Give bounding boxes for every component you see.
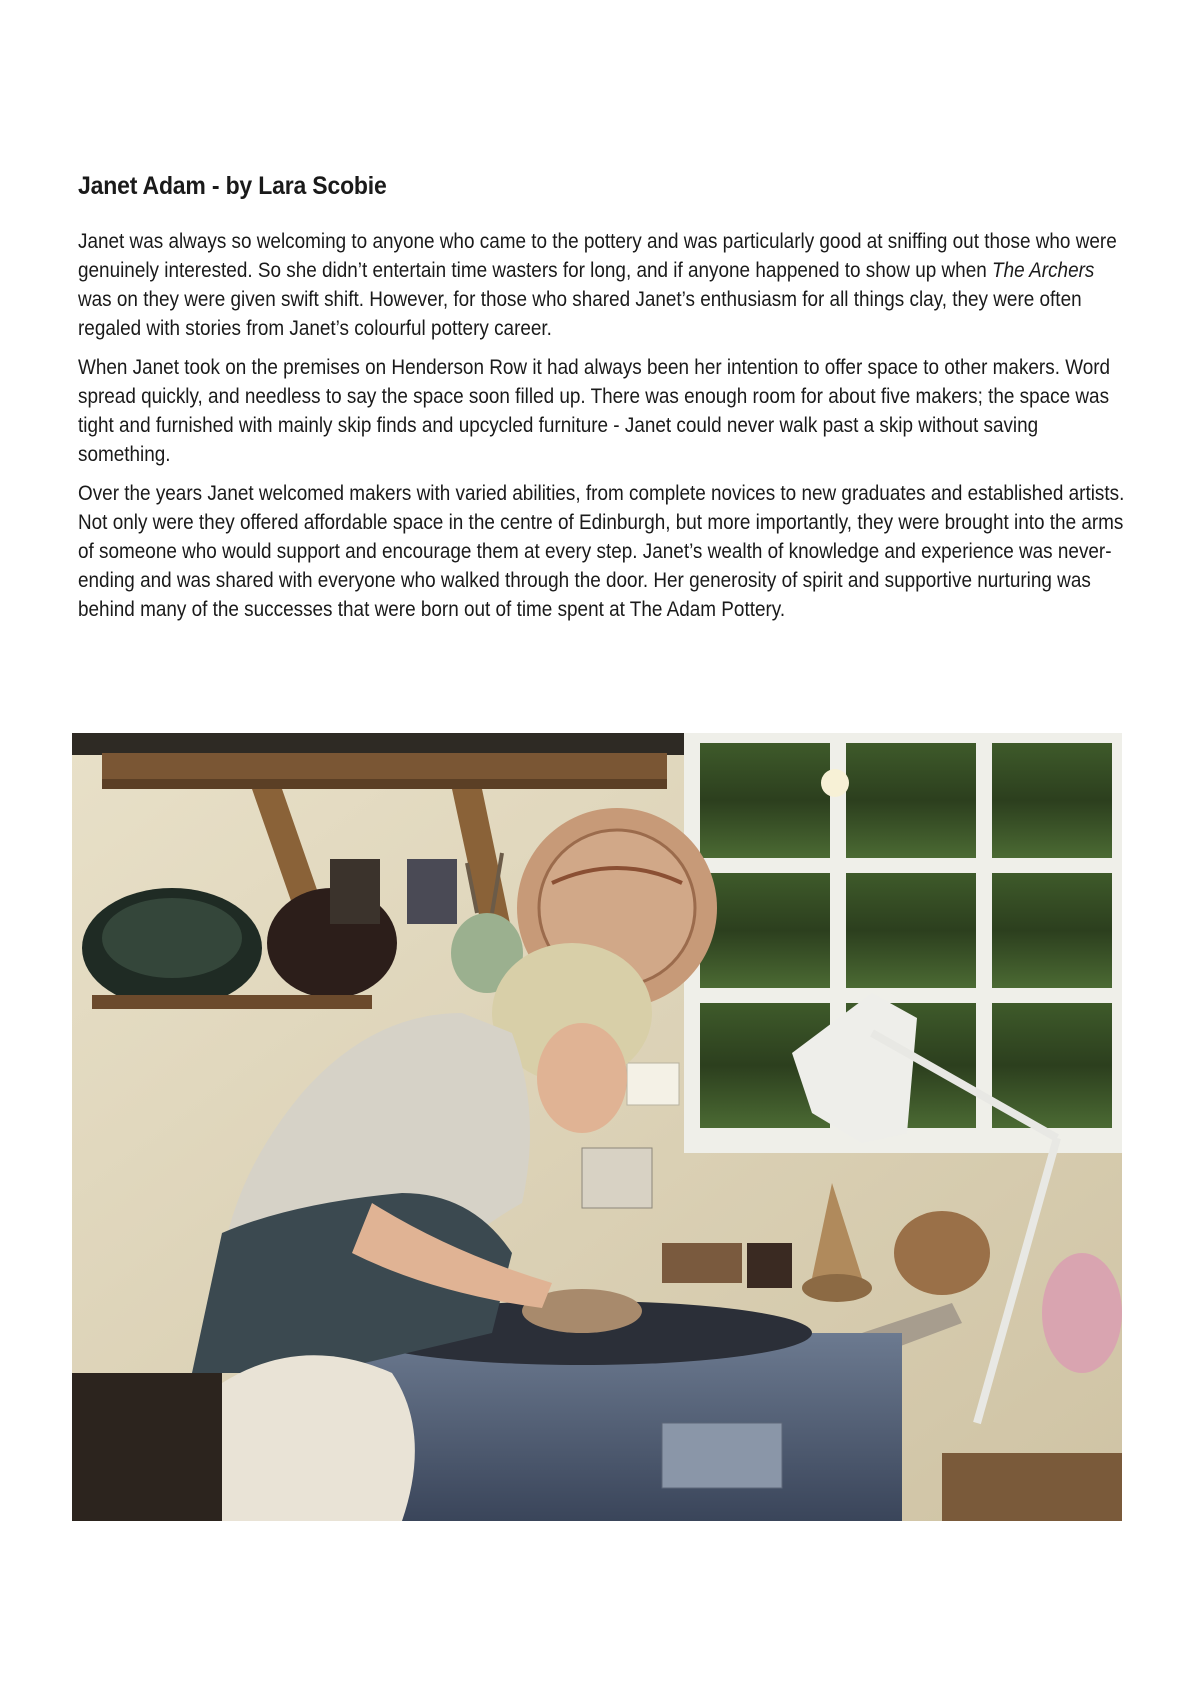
paragraph-1-start: Janet was always so welcoming to anyone who came to the pottery and was particularly good at sniffing out those who were genuinely interested. So she didn’t entertain time wasters for long, and if anyone happened to show up when (78, 229, 1117, 282)
pottery-photo (72, 733, 1122, 1521)
paragraph-1-end: was on they were given swift shift. However, for those who shared Janet’s enthusiasm for all things clay, they were often regaled with stories from Janet’s colourful pottery career. (78, 287, 1082, 340)
paragraph-1 (78, 227, 1130, 343)
paragraph-1-italic: The Archers (992, 258, 1095, 282)
article-title: Janet Adam - by Lara Scobie (78, 172, 387, 200)
paragraph-2: When Janet took on the premises on Henderson Row it had always been her intention to offer space to other makers. Word spread quickly, and needless to say the space soon filled up. There was enough room for about five makers; the space was tight and furnished with mainly skip finds and upcycled furniture - Janet could never walk past a skip without saving something. (78, 355, 1111, 466)
article (78, 172, 1128, 634)
paragraph-3: Over the years Janet welcomed makers with varied abilities, from complete novices to new graduates and established artists. Not only were they offered affordable space in the centre of Edinburgh, but more importantly, they were brought into the arms of someone who would support and encourage them at every step. Janet’s wealth of knowledge and experience was never-ending and was shared with everyone who walked through the door. Her generosity of spirit and supportive nurturing was behind many of the successes that were born out of time spent at The Adam Pottery. (78, 481, 1125, 621)
